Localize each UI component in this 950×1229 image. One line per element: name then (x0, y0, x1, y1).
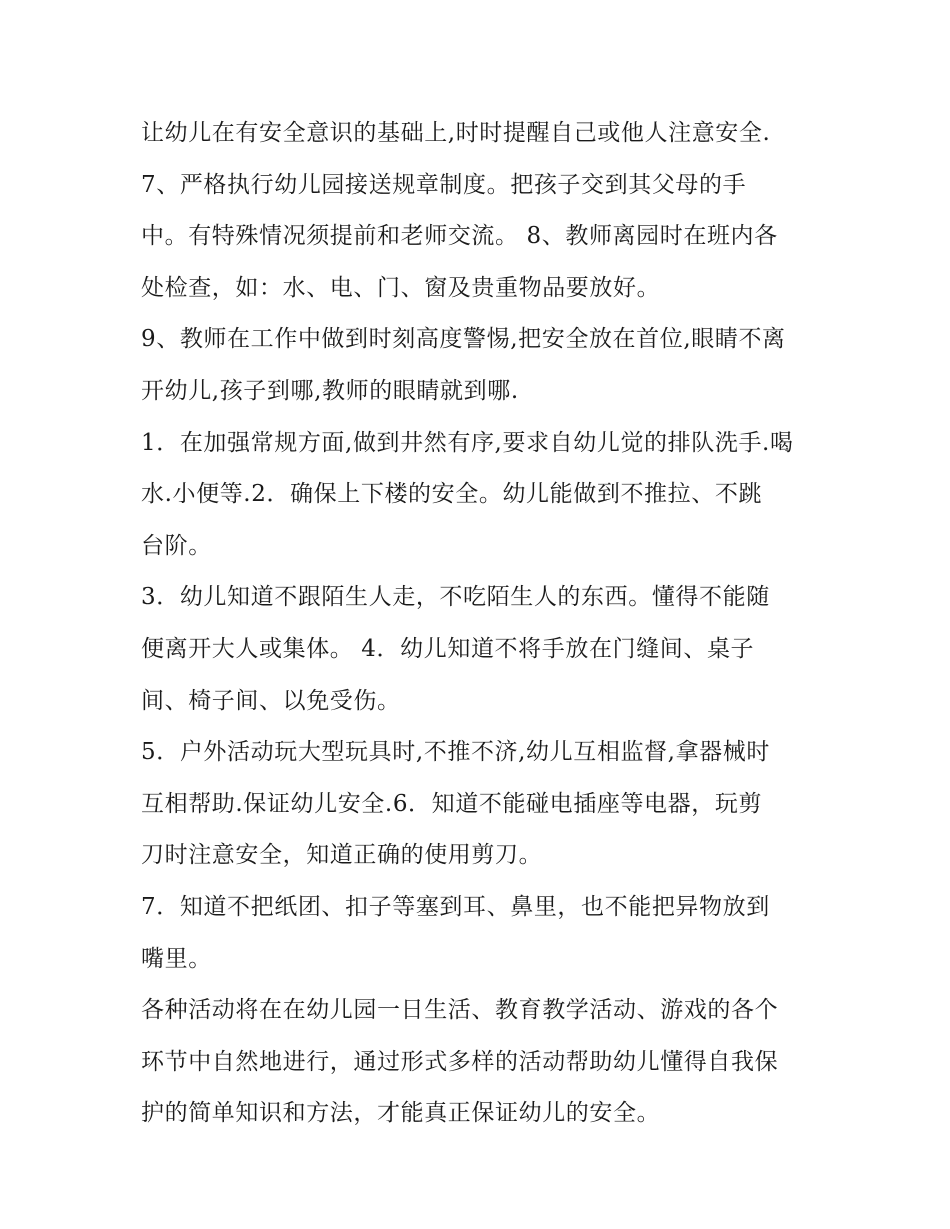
text-line: 5．户外活动玩大型玩具时,不推不济,幼儿互相监督,拿器械时 (141, 739, 770, 766)
text-line: 让幼儿在有安全意识的基础上,时时提醒自己或他人注意安全. (141, 120, 771, 146)
text-line: 7．知道不把纸团、扣子等塞到耳、鼻里，也不能把异物放到 (141, 893, 770, 920)
text-line: 各种活动将在在幼儿园一日生活、教育教学活动、游戏的各个 (141, 997, 779, 1024)
text-line: 嘴里。 (141, 945, 212, 972)
text-line: 中。有特殊情况须提前和老师交流。 8、教师离园时在班内各 (141, 223, 778, 250)
text-line: 1．在加强常规方面,做到井然有序,要求自幼儿觉的排队洗手.喝 (141, 429, 794, 456)
text-line: 7、严格执行幼儿园接送规章制度。把孩子交到其父母的手 (141, 171, 747, 198)
text-line: 处检查，如：水、电、门、窗及贵重物品要放好。 (141, 274, 661, 301)
text-line: 间、椅子间、以免受伤。 (141, 687, 401, 714)
text-line: 水.小便等.2．确保上下楼的安全。幼儿能做到不推拉、不跳 (141, 481, 763, 508)
text-line: 便离开大人或集体。 4．幼儿知道不将手放在门缝间、桌子 (141, 635, 755, 662)
text-line: 环节中自然地进行，通过形式多样的活动帮助幼儿懂得自我保 (141, 1048, 779, 1075)
text-line: 开幼儿,孩子到哪,教师的眼睛就到哪. (141, 377, 519, 404)
text-line: 护的简单知识和方法，才能真正保证幼儿的安全。 (141, 1100, 661, 1127)
text-line: 9、教师在工作中做到时刻高度警惕,把安全放在首位,眼睛不离 (141, 326, 786, 353)
text-line: 刀时注意安全，知道正确的使用剪刀。 (141, 842, 543, 869)
text-line: 互相帮助.保证幼儿安全.6．知道不能碰电插座等电器，玩剪 (141, 790, 763, 817)
text-line: 台阶。 (141, 532, 212, 559)
document-body (141, 108, 841, 1140)
text-line: 3．幼儿知道不跟陌生人走，不吃陌生人的东西。懂得不能随 (141, 584, 770, 611)
